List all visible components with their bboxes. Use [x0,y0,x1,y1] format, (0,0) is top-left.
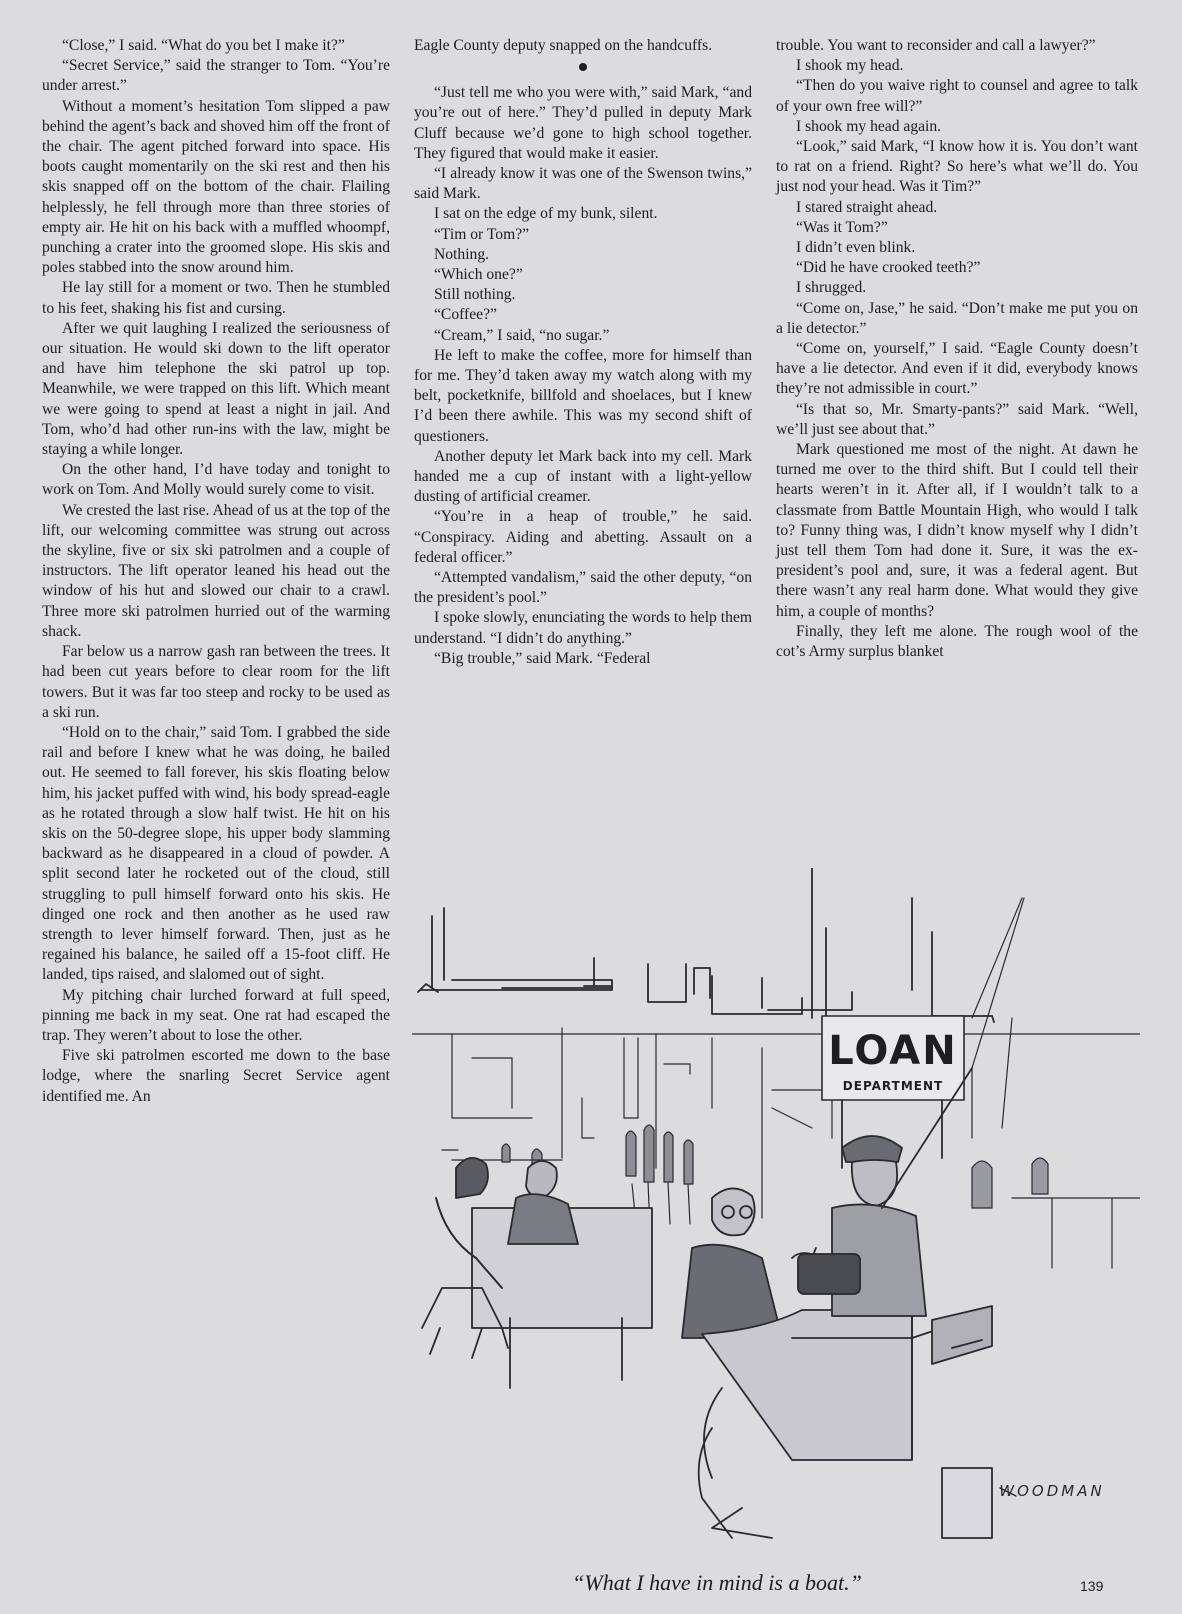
paragraph: Finally, they left me alone. The rough wool of the cot’s Army surplus blanket [776,622,1138,661]
paragraph: Nothing. [434,245,490,263]
paragraph: “Coffee?” [434,306,497,324]
paragraph: “Then do you waive right to counsel and agree to talk of your own free will?” [776,77,1138,115]
text-column-1 [42,36,390,1107]
section-break-bullet [579,63,587,71]
paragraph: Another deputy let Mark back into my cell. Mark handed me a cup of instant with a light-yellow dusting of artificial creamer. [414,447,752,506]
paragraph-continued: trouble. You want to reconsider and call a lawyer?” [776,37,1096,54]
text-column-3 [776,36,1138,662]
sign-department-text: DEPARTMENT [842,1079,944,1093]
paragraph: Without a moment’s hesitation Tom slipped a paw behind the agent’s back and shoved him off the front of the chair. The agent pitched forward into space. His boots caught momentarily on the ski rest and then his skis snapped off on the bottom of the chair. Flailing helplessly, he fell through more than three stories of empty air. He hit on his back with a muffled whoompf, punching a crater into the groomed slope. His skis and poles stabbed into the snow around him. [42,97,390,277]
paragraph: “Hold on to the chair,” said Tom. I grabbed the side rail and before I knew what he was doing, he bailed out. He seemed to fall forever, his skis floating below him, his jacket puffed with wind, his body spread-eagle as he rotated through a slow half twist. He hit on his skis on the 50-degree slope, his upper body slamming backward as he disappeared in a cloud of powder. A split second later he rocketed out of the cloud, still struggling to pull himself forward onto his skis. He dinged one rock and then another as he used raw strength to lever himself forward. Then, just as he regained his balance, he sailed off a 15-foot cliff. He landed, tips raised, and slalomed out of sight. [42,723,390,984]
sea-captain-customer [792,1068,972,1316]
paragraph: Far below us a narrow gash ran between the trees. It had been cut years before to clear room for the lift towers. But it was far too steep and rocky to be used as a ski run. [42,643,390,721]
paragraph: My pitching chair lurched forward at full speed, pinning me back in my seat. One rat had escaped the trap. They weren’t about to lose the other. [42,986,390,1044]
paragraph: “Attempted vandalism,” said the other deputy, “on the president’s pool.” [414,569,752,607]
paragraph: “I already know it was one of the Swenson twins,” said Mark. [414,165,752,203]
paragraph: “Just tell me who you were with,” said Mark, “and you’re out of here.” They’d pulled in deputy Mark Cluff because we’d gone to high school together. They figured that would make it easier. [414,84,752,162]
paragraph: I shook my head again. [796,117,942,135]
paragraph: I stared straight ahead. [796,198,938,216]
paragraph: “Come on, Jase,” he said. “Don’t make me put you on a lie detector.” [776,299,1138,337]
paragraph: “Is that so, Mr. Smarty-pants?” said Mark. “Well, we’ll just see about that.” [776,400,1138,438]
paragraph: “Did he have crooked teeth?” [796,259,981,277]
ceiling-light-fixtures [418,868,994,1022]
text-column-2 [414,36,752,669]
paragraph: Still nothing. [434,286,516,304]
paragraph: I sat on the edge of my bunk, silent. [434,205,658,223]
paragraph: After we quit laughing I realized the seriousness of our situation. He would ski down to the lift operator and have him telephone the ski patrol up top. Meanwhile, we were trapped on this lift. Which meant we were going to spend at least a night in jail. And Tom, who’d had other run-ins with the law, might be staying a while longer. [42,319,390,459]
paragraph: “You’re in a heap of trouble,” he said. “Conspiracy. Aiding and abetting. Assault on a federal officer.” [414,508,752,566]
paragraph: He left to make the coffee, more for himself than for me. They’d taken away my watch along with my belt, pocketknife, billfold and shoelaces, but I knew I’d been there awhile. This was my second shift of questioners. [414,346,752,445]
paragraph: I spoke slowly, enunciating the words to help them understand. “I didn’t do anything.” [414,609,752,647]
cartoon-caption: “What I have in mind is a boat.” [572,1570,862,1595]
paragraph: “Close,” I said. “What do you bet I make it?” [62,37,345,54]
office-walls [412,898,1140,1218]
paragraph: “Was it Tom?” [796,218,888,236]
paragraph-continued: Eagle County deputy snapped on the handcuffs. [414,37,713,54]
paragraph: On the other hand, I’d have today and tonight to work on Tom. And Molly would surely come to visit. [42,461,390,499]
paragraph: “Secret Service,” said the stranger to Tom. “You’re under arrest.” [42,57,390,95]
paragraph: “Look,” said Mark, “I know how it is. You don’t want to rat on a friend. Right? So here’s what we’ll do. You just nod your head. Was it Tim?” [776,138,1138,196]
paragraph: Five ski patrolmen escorted me down to the base lodge, where the snarling Secret Service agent identified me. An [42,1047,390,1105]
paragraph: I didn’t even blink. [796,239,916,257]
paragraph: “Tim or Tom?” [434,225,530,243]
left-desk-scene [422,1158,652,1388]
paragraph: He lay still for a moment or two. Then he stumbled to his feet, shaking his fist and cursing. [42,279,390,317]
paragraph: “Which one?” [434,266,523,284]
paragraph: “Big trouble,” said Mark. “Federal [434,649,651,667]
artist-signature: WOODMAN [999,1482,1105,1500]
paragraph: “Cream,” I said, “no sugar.” [434,326,610,344]
paragraph: “Come on, yourself,” I said. “Eagle County doesn’t have a lie detector. And even if it did, everybody knows they’re not admissible in court.” [776,340,1138,398]
right-background-people [972,1158,1140,1268]
paragraph: We crested the last rise. Ahead of us at the top of the lift, our welcoming committee was strung out across the skyline, five or six ski patrolmen and a couple of instructors. The lift operator leaned his head out the window of his hut and slowed our chair to a crawl. Three more ski patrolmen hurried out of the warming shack. [42,501,390,640]
sign-loan-text: LOAN [828,1028,958,1074]
paragraph: I shook my head. [796,57,904,75]
paragraph: I shrugged. [796,279,867,297]
cartoon-illustration [412,868,1140,1558]
page-number: 139 [1080,1578,1104,1594]
paragraph: Mark questioned me most of the night. At dawn he turned me over to the third shift. But I could tell their hearts weren’t in it. After all, if I wouldn’t talk to a classmate from Battle Mountain High, who would I talk to? Funny thing was, I didn’t know myself why I didn’t just tell them Tom had done it. Sure, it was the ex-president’s pool and, sure, it was a federal agent. But there wasn’t any real harm done. What would they give him, a couple of months? [776,441,1138,620]
